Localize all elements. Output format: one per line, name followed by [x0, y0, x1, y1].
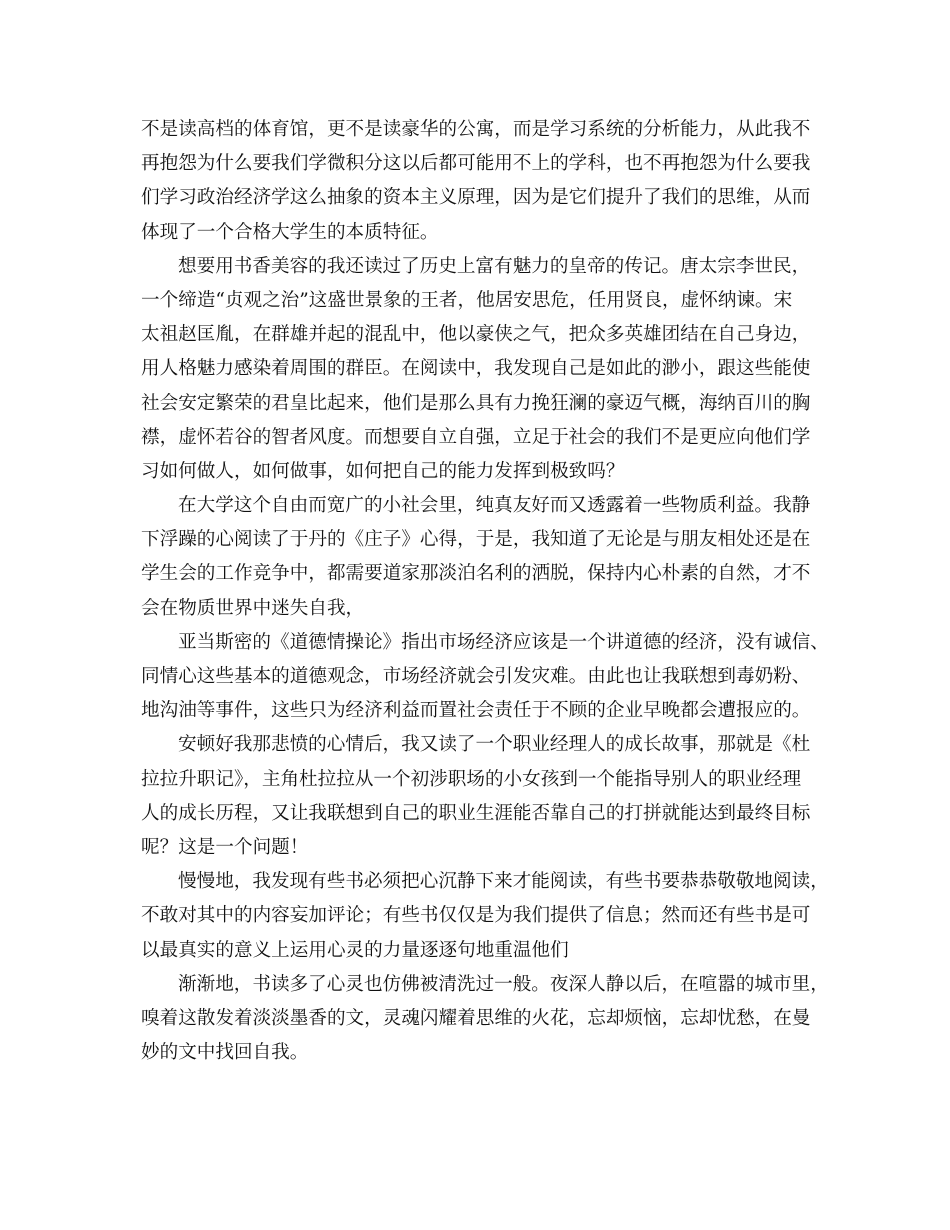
text-line: 呢？这是一个问题！: [141, 836, 309, 858]
text-line: 下浮躁的心阅读了于丹的《庄子》心得，于是，我知道了无论是与朋友相处还是在: [141, 529, 811, 551]
text-line: 嗅着这散发着淡淡墨香的文，灵魂闪耀着思维的火花，忘却烦恼，忘却忧愁，在曼: [141, 1007, 811, 1029]
text-line: 拉拉升职记》，主角杜拉拉从一个初涉职场的小女孩到一个能指导别人的职业经理: [141, 768, 802, 790]
paragraph-first-line: 亚当斯密的《道德情操论》指出市场经济应该是一个讲道德的经济，没有诚信、: [178, 631, 829, 653]
text-line: 用人格魅力感染着周围的群臣。在阅读中，我发现自己是如此的渺小，跟这些能使: [141, 358, 811, 380]
text-line: 不是读高档的体育馆，更不是读豪华的公寓，而是学习系统的分析能力，从此我不: [141, 119, 811, 140]
text-line: 社会安定繁荣的君皇比起来，他们是那么具有力挽狂澜的豪迈气概，海纳百川的胸: [141, 392, 811, 414]
text-line: 再抱怨为什么要我们学微积分这以后都可能用不上的学科，也不再抱怨为什么要我: [141, 153, 811, 175]
text-line: 太祖赵匡胤，在群雄并起的混乱中，他以豪侠之气，把众多英雄团结在自己身边，: [141, 324, 811, 346]
text-line: 一个缔造“贞观之治”这盛世景象的王者，他居安思危，任用贤良，虚怀纳谏。宋: [141, 289, 793, 311]
paragraph-first-line: 慢慢地，我发现有些书必须把心沉静下来才能阅读，有些书要恭恭敬敬地阅读，: [178, 871, 829, 893]
text-line: 体现了一个合格大学生的本质特征。: [141, 221, 439, 243]
text-line: 妙的文中找回自我。: [141, 1042, 309, 1064]
paragraph-first-line: 在大学这个自由而宽广的小社会里，纯真友好而又透露着一些物质利益。我静: [178, 495, 811, 517]
text-line: 学生会的工作竞争中，都需要道家那淡泊名利的洒脱，保持内心朴素的自然，才不: [141, 563, 811, 585]
text-line: 人的成长历程，又让我联想到自己的职业生涯能否靠自己的打拼就能达到最终目标: [141, 802, 811, 824]
text-line: 同情心这些基本的道德观念，市场经济就会引发灾难。由此也让我联想到毒奶粉、: [141, 666, 811, 687]
text-line: 不敢对其中的内容妄加评论；有些书仅仅是为我们提供了信息；然而还有些书是可: [141, 905, 811, 927]
text-line: 们学习政治经济学这么抽象的资本主义原理，因为是它们提升了我们的思维，从而: [141, 187, 811, 209]
text-line: 地沟油等事件，这些只为经济利益而置社会责任于不顾的企业早晚都会遭报应的。: [141, 700, 811, 722]
paragraph-first-line: 想要用书香美容的我还读过了历史上富有魅力的皇帝的传记。唐太宗李世民，: [178, 255, 811, 277]
document-body: [141, 113, 831, 1070]
paragraph-first-line: 渐渐地，书读多了心灵也仿佛被清洗过一般。夜深人静以后，在喧嚣的城市里，: [178, 973, 829, 995]
text-line: 会在物质世界中迷失自我，: [141, 597, 365, 619]
text-line: 以最真实的意义上运用心灵的力量逐逐句地重温他们: [141, 939, 569, 961]
text-line: 襟，虚怀若谷的智者风度。而想要自立自强，立足于社会的我们不是更应向他们学: [141, 426, 811, 448]
text-line: 习如何做人，如何做事，如何把自己的能力发挥到极致吗？: [141, 460, 625, 482]
paragraph-first-line: 安顿好我那悲愤的心情后，我又读了一个职业经理人的成长故事，那就是《杜: [178, 734, 811, 756]
